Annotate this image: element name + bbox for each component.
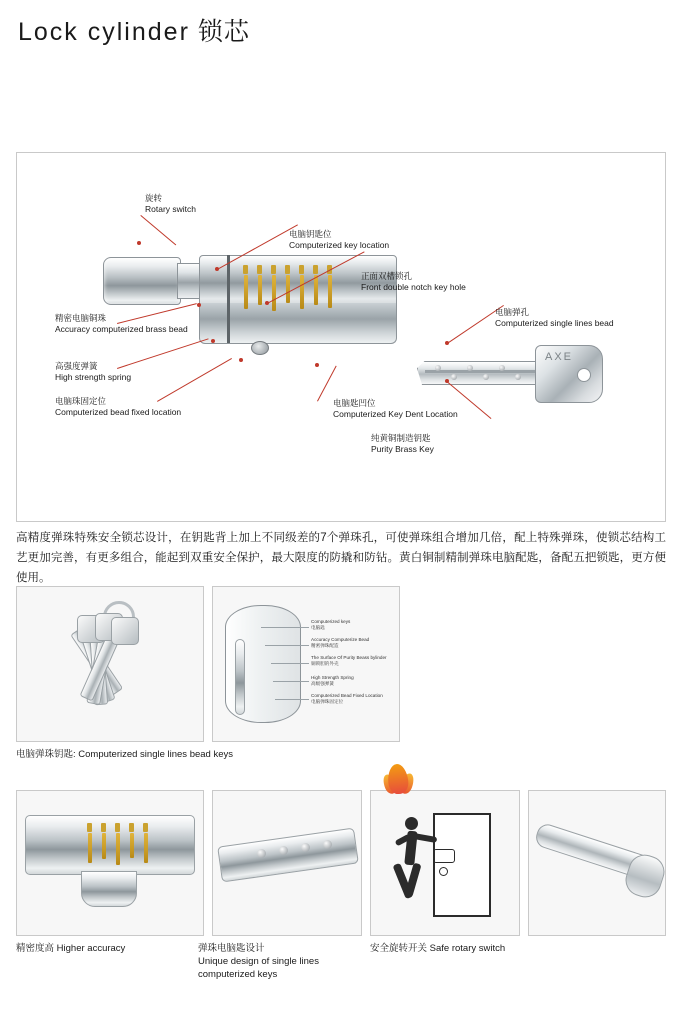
leader-dot — [137, 241, 141, 245]
brass-pin-top — [129, 823, 134, 832]
callout-en: High strength spring — [55, 372, 132, 383]
cutaway-leader — [275, 699, 309, 700]
cylinder-cam — [81, 871, 137, 907]
page-title-en: Lock cylinder — [18, 18, 190, 46]
callout-accuracy-brass-bead — [55, 313, 188, 335]
caption-computerized-keys — [16, 748, 346, 761]
cutaway-label — [311, 655, 387, 667]
callout-en: Front double notch key hole — [361, 282, 466, 293]
photo-keys-bunch — [16, 586, 204, 742]
caption-cn: 弹珠电脑匙设计 — [198, 943, 265, 954]
key-dimple — [279, 846, 288, 855]
brass-pin-top — [285, 265, 290, 274]
cutaway-label-en: The Surface Of Purity Beass bylinder — [311, 655, 387, 660]
leader-dot — [265, 301, 269, 305]
cutaway-label-en: Computerized keys — [311, 619, 351, 624]
caption-en: Higher accuracy — [56, 943, 126, 954]
key-dimple — [515, 374, 521, 380]
brass-pin-top — [101, 823, 106, 832]
callout-purity-brass-key — [371, 433, 434, 455]
photo-cylinder-pins — [16, 790, 204, 936]
leader-dot — [445, 341, 449, 345]
callout-computerized-bead-fixed-location — [55, 396, 181, 418]
callout-cn: 旋转 — [145, 193, 163, 203]
cutaway-key-blade — [235, 639, 245, 715]
photo-handle — [528, 790, 666, 936]
leader-dot — [315, 363, 319, 367]
callout-en: Rotary switch — [145, 204, 197, 215]
brass-pin-top — [243, 265, 248, 274]
brass-pin — [300, 275, 304, 309]
brass-pin — [258, 275, 262, 305]
callout-en: Computerized key location — [289, 240, 390, 251]
cutaway-leader — [273, 681, 309, 682]
key-dimple — [257, 849, 266, 858]
callout-cn: 电脑弹孔 — [495, 307, 530, 317]
cutaway-label-cn: 铜锁胆的外壳 — [311, 661, 339, 666]
cutaway-label-cn: 电脑弹珠固定位 — [311, 699, 344, 704]
cutaway-label-en: Computerized Bead Fixed Location — [311, 693, 383, 698]
cutaway-label-en: High Strength Spring — [311, 675, 354, 680]
key-dimple — [323, 840, 332, 849]
caption-cn: 安全旋转开关 — [370, 943, 428, 954]
key-dimple — [483, 374, 489, 380]
callout-en: Computerized Key Dent Location — [333, 409, 458, 420]
callout-en: Computerized single lines bead — [495, 318, 614, 329]
leader-dot — [239, 358, 243, 362]
leader-line — [317, 366, 337, 402]
person-head — [405, 817, 418, 830]
brass-pin-top — [115, 823, 120, 832]
lock-cylinder-illustration — [103, 249, 393, 359]
brass-pin — [244, 275, 248, 309]
leader-dot — [215, 267, 219, 271]
cutaway-label — [311, 693, 383, 705]
page-title-cn: 锁芯 — [197, 18, 250, 46]
callout-cn: 高强度弹簧 — [55, 361, 98, 371]
main-diagram-panel — [16, 152, 666, 522]
brass-pin — [102, 833, 106, 859]
cutaway-leader — [265, 645, 309, 646]
key-dimple — [499, 365, 505, 371]
cutaway-leader — [271, 663, 309, 664]
key-hole — [577, 368, 591, 382]
cylinder-screw — [251, 341, 269, 355]
cutaway-leader — [261, 627, 309, 628]
brass-pin-top — [143, 823, 148, 832]
callout-cn: 正面双槽锁孔 — [361, 271, 413, 281]
brass-pin — [116, 833, 120, 865]
callout-en: Computerized bead fixed location — [55, 407, 182, 418]
page-title — [18, 12, 250, 48]
caption-en: Unique design of single lines computerized keys — [198, 956, 319, 980]
callout-computerized-key-dent-location — [333, 398, 458, 420]
callout-rotary-switch — [145, 193, 196, 215]
cutaway-label-cn: 精密弹珠配造 — [311, 643, 339, 648]
cutaway-label — [311, 675, 354, 687]
callout-en: Accuracy computerized brass bead — [55, 324, 188, 335]
brass-pin-top — [257, 265, 262, 274]
leader-line — [140, 215, 176, 245]
caption-en: Computerized single lines bead keys — [78, 749, 234, 760]
flame-icon — [382, 762, 416, 796]
callout-en: Purity Brass Key — [371, 444, 434, 455]
door-lock-icon — [433, 849, 455, 863]
cutaway-label-cn: 高级强弹簧 — [311, 681, 334, 686]
leader-dot — [445, 379, 449, 383]
caption-higher-accuracy — [16, 942, 202, 955]
callout-cn: 电脑钥匙位 — [289, 229, 332, 239]
leader-dot — [197, 303, 201, 307]
caption-unique-design — [198, 942, 363, 981]
brass-pin-top — [87, 823, 92, 832]
cutaway-label-en: Accuracy Computerize Bead — [311, 637, 370, 642]
callout-cn: 电脑匙凹位 — [333, 398, 376, 408]
brass-pin — [88, 833, 92, 863]
person-icon — [393, 817, 433, 913]
key-dimple — [301, 843, 310, 852]
cylinder-body — [25, 815, 195, 875]
callout-cn: 精密电脑铜珠 — [55, 313, 107, 323]
caption-cn: 电脑弹珠钥匙: — [16, 749, 76, 760]
brass-pin — [130, 833, 134, 858]
brass-pin — [286, 275, 290, 303]
callout-cn: 纯黄铜制造钥匙 — [371, 433, 431, 443]
cutaway-label-cn: 电脑匙 — [311, 625, 325, 630]
callout-high-strength-spring — [55, 361, 131, 383]
key-dimple — [435, 365, 441, 371]
key-dimple — [451, 374, 457, 380]
brass-pin — [314, 275, 318, 305]
cylinder-seam — [227, 255, 230, 343]
brass-pin-top — [271, 265, 276, 274]
cutaway-label — [311, 637, 369, 649]
key-dimple — [467, 365, 473, 371]
key-head — [111, 617, 139, 645]
key-brand-label: AXE — [545, 351, 574, 363]
callout-computerized-single-lines-bead — [495, 307, 614, 329]
door-knob-icon — [439, 867, 448, 876]
key-blade-closeup — [217, 828, 359, 883]
brass-pin — [272, 275, 276, 311]
key-groove — [425, 370, 535, 373]
brass-pin-top — [299, 265, 304, 274]
photo-key-closeup — [212, 790, 362, 936]
callout-front-double-notch-key-hole — [361, 271, 466, 293]
cylinder-knob — [103, 257, 181, 305]
brass-pin — [328, 275, 332, 308]
description-paragraph: 高精度弹珠特殊安全锁芯设计，在钥匙背上加上不同级差的7个弹珠孔，可使弹珠组合增加几倍，配上特殊弹珠，使锁芯结构工艺更加完善，有更多组合，能起到双重安全保护，最大限度的防撬和防钻。黄白铜制精制弹珠电脑配匙，备配五把锁匙，更方便使用。 — [16, 532, 666, 584]
photo-person-door — [370, 790, 520, 936]
photo-cutaway-diagram — [212, 586, 400, 742]
cutaway-label — [311, 619, 350, 631]
leader-dot — [211, 339, 215, 343]
caption-safe-rotary-switch — [370, 942, 550, 955]
callout-computerized-key-location — [289, 229, 389, 251]
caption-cn: 精密度高 — [16, 943, 55, 954]
brass-pin — [144, 833, 148, 863]
brass-pin-top — [313, 265, 318, 274]
caption-en: Safe rotary switch — [429, 943, 506, 954]
door-illustration — [433, 813, 491, 917]
callout-cn: 电脑珠固定位 — [55, 396, 107, 406]
